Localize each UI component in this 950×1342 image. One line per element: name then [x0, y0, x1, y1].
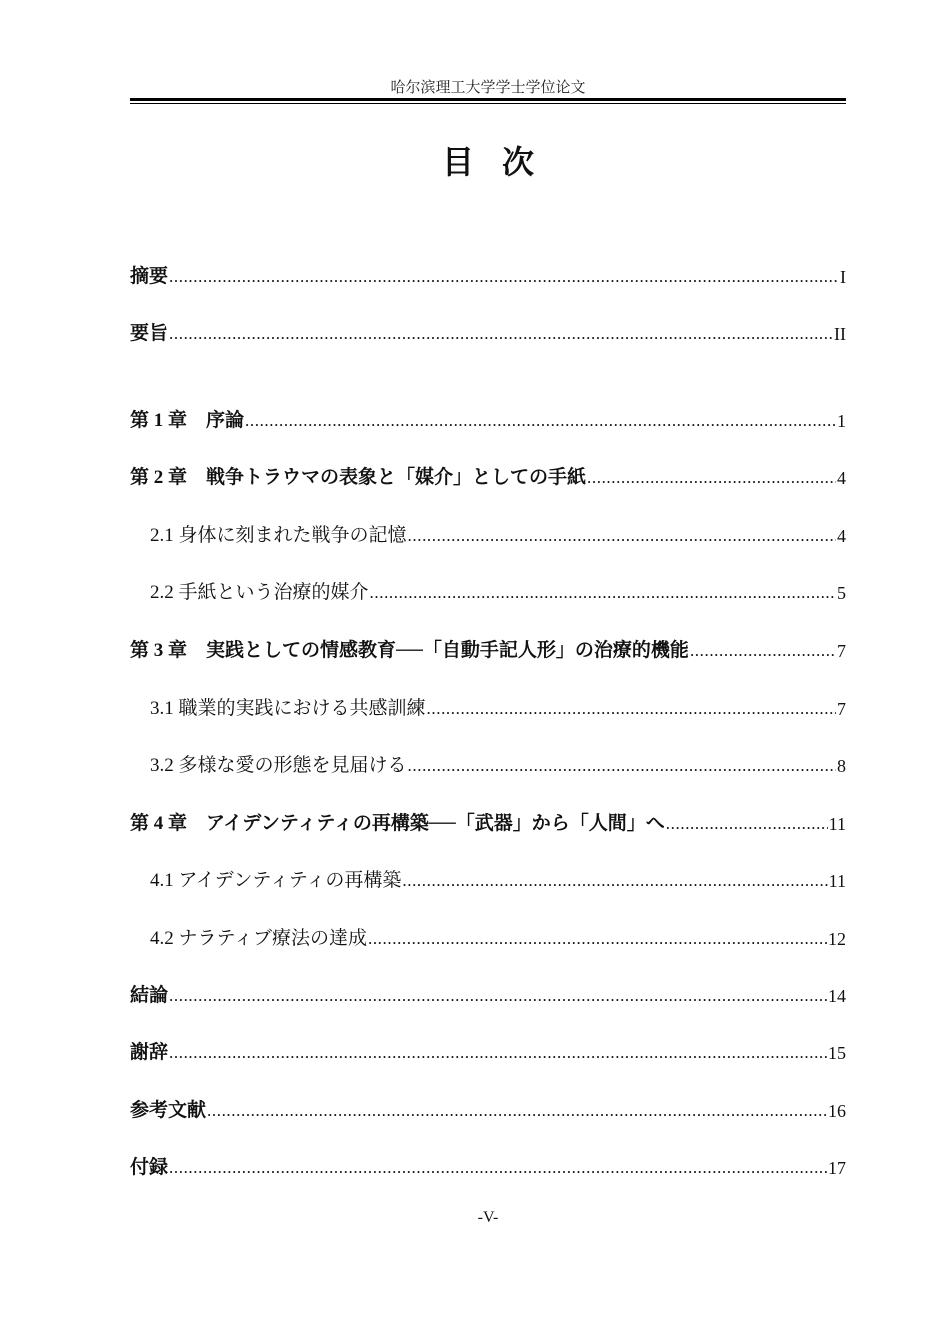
- toc-entry-chapter-2[interactable]: [130, 465, 846, 491]
- toc-leader-dots: [427, 696, 836, 722]
- toc-entry-page: 4: [837, 468, 846, 488]
- toc-entry-abstract-cn[interactable]: [130, 264, 846, 290]
- toc-leader-dots: [169, 1155, 827, 1181]
- toc-entry-chapter-3[interactable]: [130, 638, 846, 664]
- toc-entry-label: 付録: [130, 1157, 169, 1178]
- toc-entry-label: 2.1 身体に刻まれた戦争の記憶: [150, 525, 407, 546]
- toc-entry-label: 謝辞: [130, 1042, 169, 1063]
- toc-entry-chapter-1[interactable]: [130, 408, 846, 434]
- toc-title: 目次: [441, 144, 562, 180]
- toc-entry-chapter-4[interactable]: [130, 811, 846, 837]
- toc-entry-page: 7: [837, 641, 846, 661]
- toc-entry-page: 4: [837, 526, 846, 546]
- toc-entry-section-4-1[interactable]: [150, 868, 846, 894]
- toc-entry-page: 14: [828, 986, 846, 1006]
- toc-entry-label: 3.1 職業的実践における共感訓練: [150, 698, 426, 719]
- toc-entry-appendix[interactable]: [130, 1155, 846, 1181]
- toc-leader-dots: [408, 753, 836, 779]
- toc-entry-page: 17: [828, 1158, 846, 1178]
- toc-entry-page: 12: [828, 929, 846, 949]
- toc-leader-dots: [169, 264, 839, 290]
- toc-leader-dots: [245, 408, 836, 434]
- toc-entry-label: 4.2 ナラティブ療法の達成: [150, 928, 367, 949]
- toc-leader-dots: [370, 580, 836, 606]
- toc-entry-conclusion[interactable]: [130, 983, 846, 1009]
- toc-entry-page: 16: [828, 1101, 846, 1121]
- toc-leader-dots: [169, 321, 833, 347]
- toc-leader-dots: [368, 926, 827, 952]
- toc-entry-section-3-2[interactable]: [150, 753, 846, 779]
- toc-entry-label: 第 1 章 序論: [130, 410, 245, 431]
- toc-entry-page: 7: [837, 699, 846, 719]
- toc-entry-section-2-2[interactable]: [150, 580, 846, 606]
- page-number: -V-: [477, 1209, 499, 1226]
- toc-leader-dots: [402, 868, 827, 894]
- toc-entry-page: 1: [837, 411, 846, 431]
- toc-leader-dots: [587, 465, 836, 491]
- toc-entry-page: 8: [837, 756, 846, 776]
- running-header: 哈尔滨理工大学学士学位论文: [390, 80, 586, 96]
- toc-entry-section-3-1[interactable]: [150, 696, 846, 722]
- toc-entry-page: 15: [828, 1043, 846, 1063]
- toc-entry-label: 第 4 章 アイデンティティの再構築──「武器」から「人間」へ: [130, 813, 665, 834]
- toc-leader-dots: [408, 523, 836, 549]
- toc-entry-label: 第 3 章 実践としての情感教育──「自動手記人形」の治療的機能: [130, 640, 689, 661]
- toc-entry-label: 要旨: [130, 323, 169, 344]
- toc-entry-section-4-2[interactable]: [150, 926, 846, 952]
- toc-entry-acknowledgements[interactable]: [130, 1040, 846, 1066]
- toc-entry-label: 第 2 章 戦争トラウマの表象と「媒介」としての手紙: [130, 467, 587, 488]
- toc-entry-page: 5: [837, 583, 846, 603]
- header-rule-thick: [130, 98, 846, 101]
- toc-entry-page: 11: [828, 871, 846, 891]
- toc-leader-dots: [169, 983, 827, 1009]
- toc-entry-abstract-jp[interactable]: [130, 321, 846, 347]
- header-rule-thin: [130, 103, 846, 104]
- toc-entry-label: 4.1 アイデンティティの再構築: [150, 870, 402, 891]
- toc-entry-label: 2.2 手紙という治療的媒介: [150, 582, 369, 603]
- toc-entry-section-2-1[interactable]: [150, 523, 846, 549]
- toc-entry-references[interactable]: [130, 1098, 846, 1124]
- toc-entry-label: 摘要: [130, 266, 169, 287]
- toc-entry-label: 3.2 多様な愛の形態を見届ける: [150, 755, 407, 776]
- toc-entry-page: 11: [828, 814, 846, 834]
- toc-leader-dots: [169, 1040, 827, 1066]
- toc-entry-page: II: [834, 324, 846, 344]
- toc-leader-dots: [690, 638, 836, 664]
- toc-entry-page: I: [840, 267, 846, 287]
- toc-leader-dots: [666, 811, 828, 837]
- toc-entry-label: 参考文献: [130, 1100, 207, 1121]
- toc-leader-dots: [207, 1098, 827, 1124]
- toc-entry-label: 結論: [130, 985, 169, 1006]
